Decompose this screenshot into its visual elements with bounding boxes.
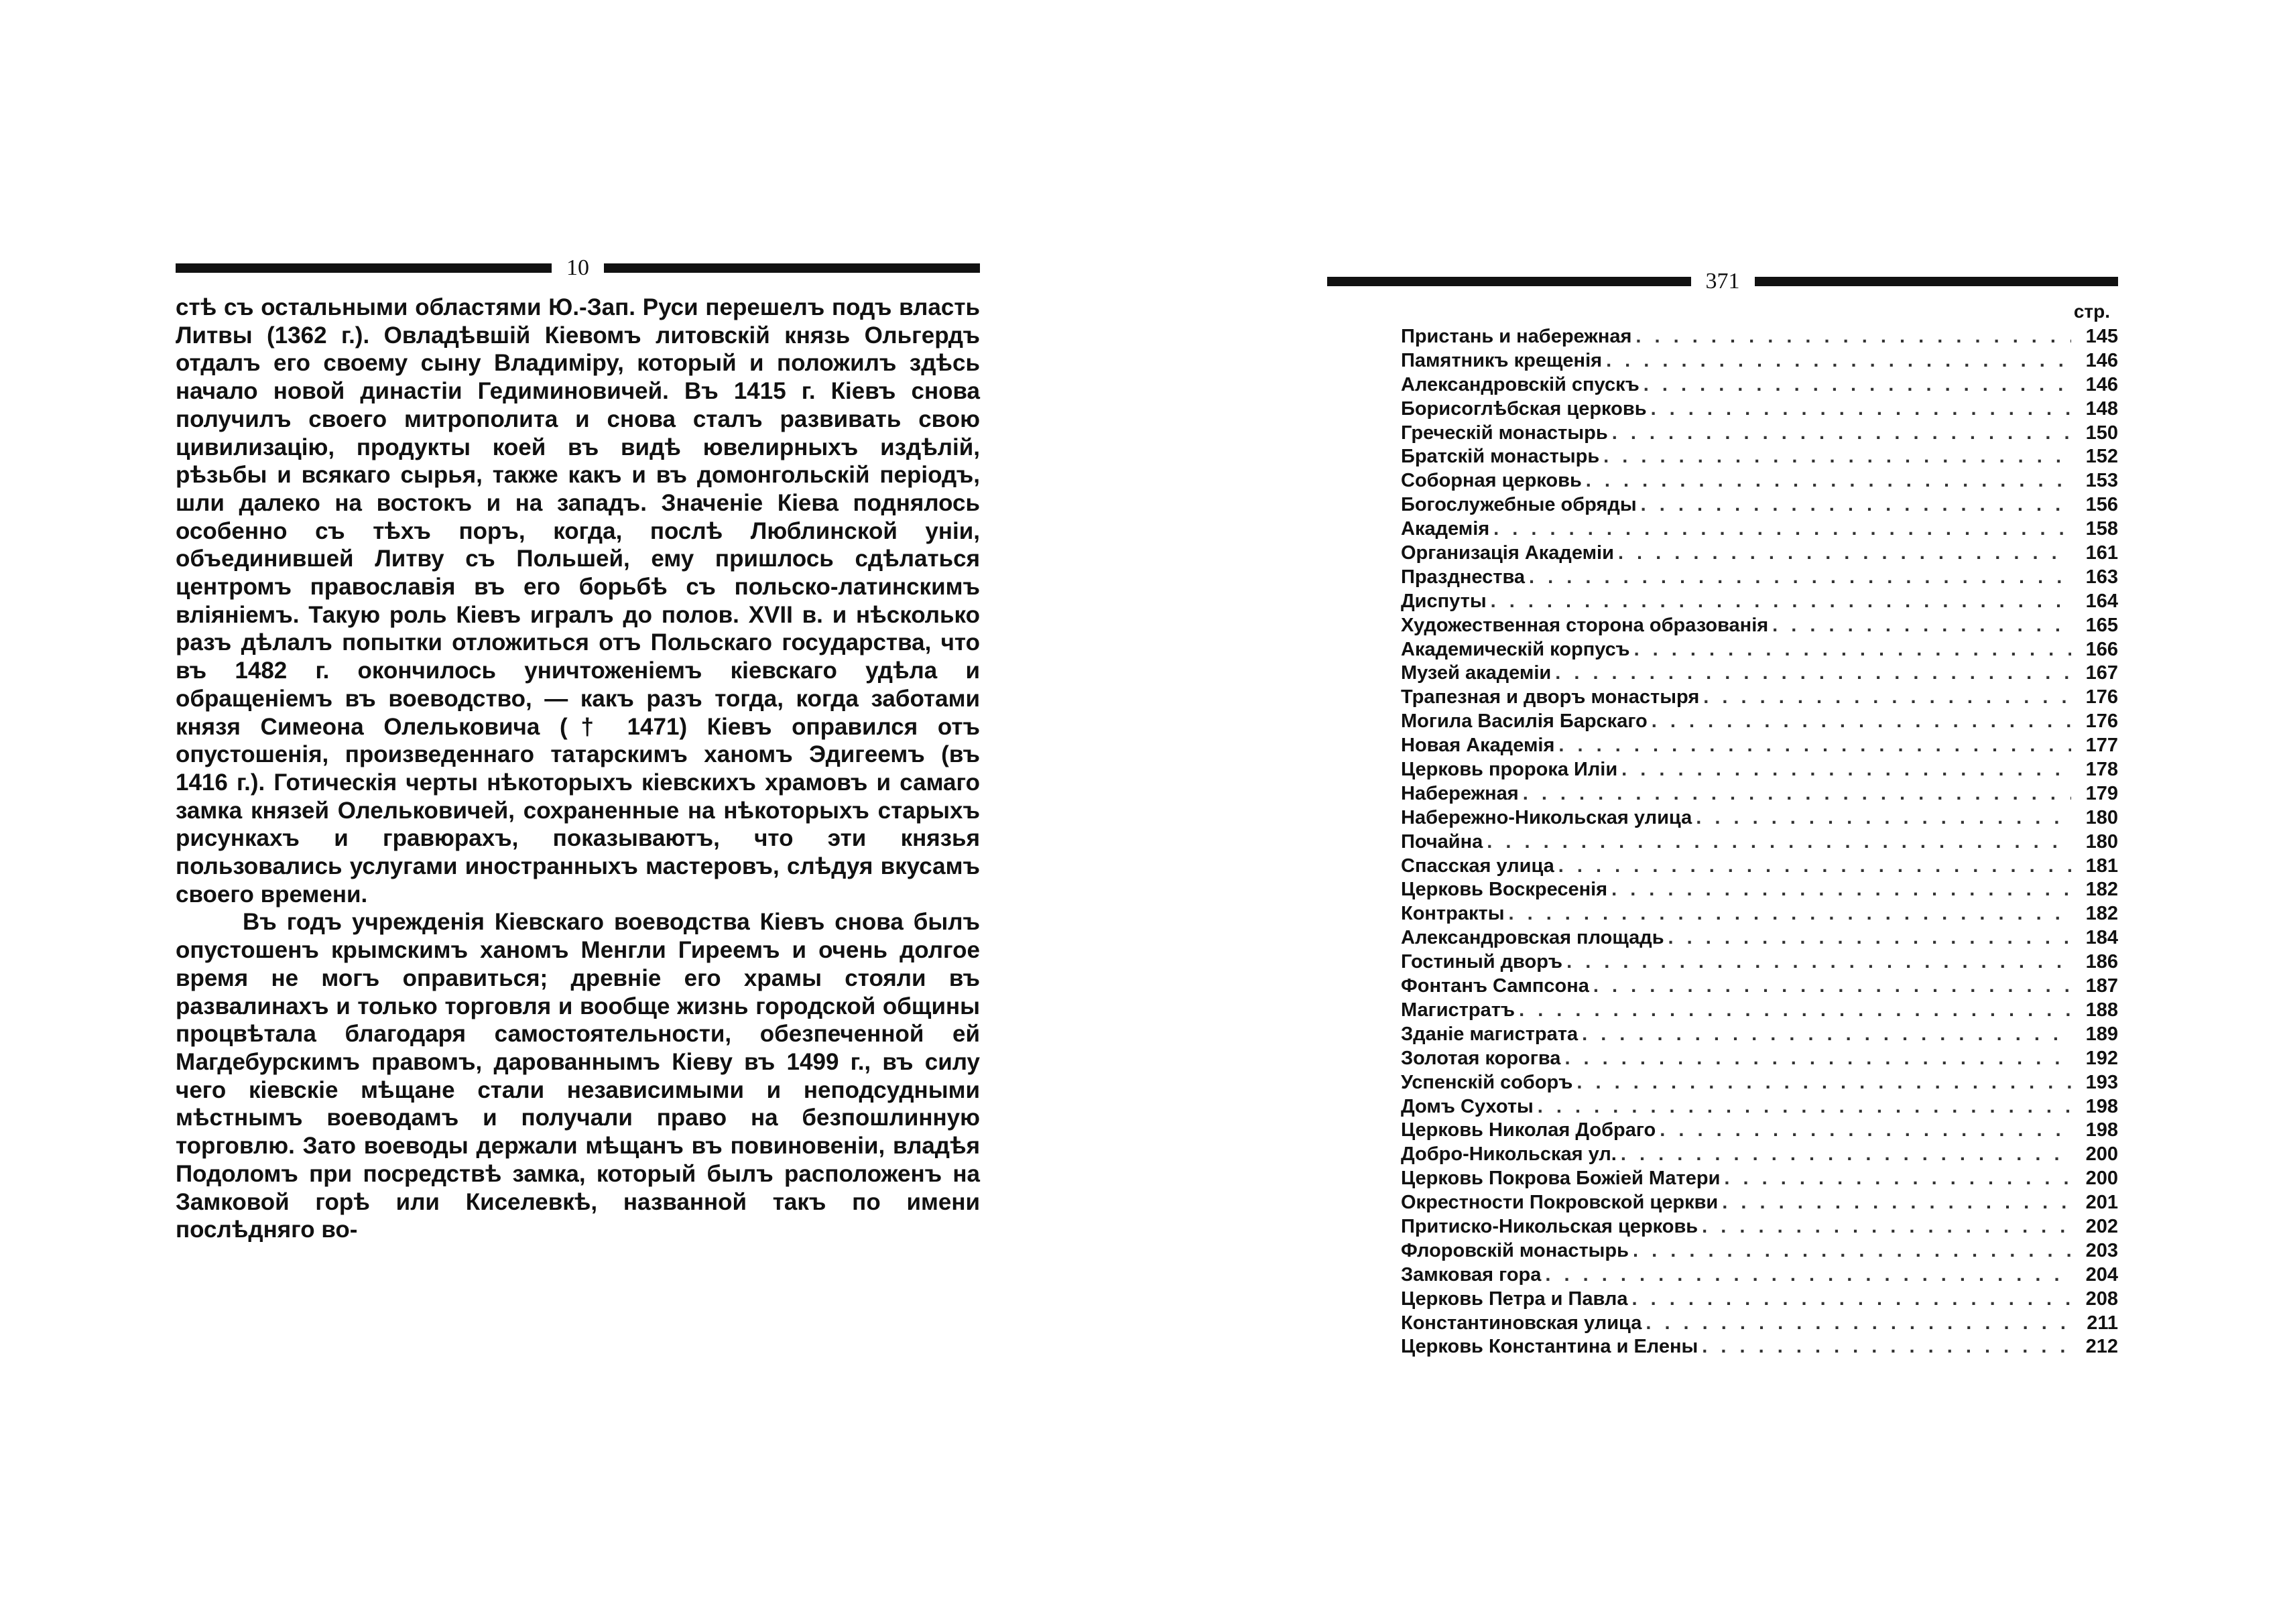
toc-entry-title: Гостиный дворъ <box>1401 951 1563 973</box>
toc-dot-leader <box>1493 517 2071 542</box>
toc-entry-title: Магистратъ <box>1401 999 1515 1021</box>
toc-entry-page: 166 <box>2085 638 2118 660</box>
toc-entry <box>1401 542 2118 566</box>
table-of-contents <box>1327 325 2118 1359</box>
toc-entry-title: Контракты <box>1401 903 1505 925</box>
toc-entry-page: 181 <box>2085 855 2118 877</box>
toc-dot-leader <box>1646 1312 2071 1336</box>
toc-entry-page: 146 <box>2085 349 2118 371</box>
left-head-rule-left <box>176 263 552 273</box>
toc-entry-page: 179 <box>2085 782 2118 804</box>
toc-dot-leader <box>1772 614 2071 638</box>
toc-dot-leader <box>1651 397 2071 422</box>
toc-entry-title: Академія <box>1401 518 1490 540</box>
paragraph-2: Въ годъ учрежденія Кіевскаго воеводства Кіевъ снова былъ опустошенъ крымскимъ ханомъ Менгли Гиреемъ и очень долгое время не могъ оправиться; древніе его храмы стояли въ развалинахъ и только торговля и вообще жизнь городской общины процвѣтала благодаря самостоятельности, обезпеченной ей Магдебурскимъ правомъ, дарованнымъ Кіеву въ 1499 г., въ силу чего кіевскіе мѣщане стали независимыми и неподсудными мѣстнымъ воеводамъ и получали право на безпошлинную торговлю. Зато воеводы держали мѣщанъ въ повиновеніи, владѣя Подоломъ при посредствѣ замка, который былъ расположенъ на Замковой горѣ или Киселевкѣ, названной такъ по имени послѣдняго во- <box>176 909 980 1243</box>
right-head-rule-right <box>1755 277 2119 286</box>
toc-entry-page: 180 <box>2085 830 2118 853</box>
right-head-rule-left <box>1327 277 1691 286</box>
toc-entry <box>1401 662 2118 686</box>
toc-entry <box>1401 710 2118 734</box>
toc-dot-leader <box>1633 1239 2071 1263</box>
toc-entry-title: Богослужебные обряды <box>1401 494 1637 516</box>
toc-entry-title: Памятникъ крещенія <box>1401 349 1603 371</box>
toc-entry-page: 200 <box>2085 1143 2118 1166</box>
left-page-number: 10 <box>566 255 589 280</box>
toc-entry-page: 198 <box>2085 1095 2118 1117</box>
toc-dot-leader <box>1668 926 2071 950</box>
toc-entry-page: 211 <box>2087 1312 2118 1334</box>
toc-entry <box>1401 1143 2118 1167</box>
toc-entry-page: 180 <box>2085 806 2118 828</box>
toc-entry-title: Соборная церковь <box>1401 470 1582 492</box>
toc-entry-title: Фонтанъ Сампсона <box>1401 975 1589 997</box>
toc-entry <box>1401 590 2118 614</box>
toc-dot-leader <box>1586 469 2071 493</box>
toc-dot-leader <box>1558 855 2071 879</box>
toc-entry-title: Александровскій спускъ <box>1401 373 1640 395</box>
toc-entry <box>1401 493 2118 517</box>
left-head-rule-right <box>604 263 980 273</box>
toc-entry <box>1401 902 2118 926</box>
toc-entry <box>1401 734 2118 758</box>
toc-entry <box>1401 1047 2118 1071</box>
toc-dot-leader <box>1696 806 2071 830</box>
toc-entry-page: 192 <box>2085 1047 2118 1069</box>
toc-entry-title: Замковая гора <box>1401 1263 1542 1286</box>
toc-entry <box>1401 566 2118 590</box>
toc-entry-title: Домъ Сухоты <box>1401 1095 1534 1117</box>
toc-entry-page: 153 <box>2085 470 2118 492</box>
toc-dot-leader <box>1644 373 2071 397</box>
toc-entry-page: 184 <box>2085 927 2118 949</box>
toc-dot-leader <box>1618 542 2071 566</box>
toc-entry-page: 182 <box>2085 879 2118 901</box>
toc-dot-leader <box>1576 1071 2071 1095</box>
toc-dot-leader <box>1634 638 2071 662</box>
toc-entry <box>1401 1191 2118 1215</box>
left-page <box>176 248 980 1244</box>
toc-entry-page: 203 <box>2085 1239 2118 1261</box>
toc-dot-leader <box>1611 878 2071 902</box>
toc-entry <box>1401 1335 2118 1359</box>
toc-entry-title: Академическій корпусъ <box>1401 638 1630 660</box>
toc-entry-title: Музей академіи <box>1401 662 1552 684</box>
toc-entry <box>1401 1312 2118 1336</box>
toc-dot-leader <box>1724 1167 2071 1191</box>
toc-entry-page: 176 <box>2085 686 2118 708</box>
toc-page-column-header: стр. <box>2073 301 2110 322</box>
toc-dot-leader <box>1621 1143 2071 1167</box>
toc-entry <box>1401 999 2118 1023</box>
toc-entry <box>1401 517 2118 542</box>
toc-entry-title: Золотая корогва <box>1401 1047 1561 1069</box>
toc-entry-title: Успенскій соборъ <box>1401 1071 1573 1093</box>
toc-entry <box>1401 1215 2118 1239</box>
toc-entry-title: Празднества <box>1401 566 1526 588</box>
toc-entry <box>1401 1263 2118 1288</box>
toc-dot-leader <box>1621 758 2071 782</box>
toc-entry-page: 164 <box>2085 590 2118 612</box>
toc-entry <box>1401 614 2118 638</box>
toc-dot-leader <box>1545 1263 2071 1288</box>
toc-dot-leader <box>1538 1095 2071 1119</box>
toc-entry-page: 178 <box>2085 759 2118 781</box>
toc-entry-title: Набережно-Никольская улица <box>1401 806 1692 828</box>
toc-entry <box>1401 878 2118 902</box>
toc-entry <box>1401 830 2118 855</box>
toc-entry-title: Притиско-Никольская церковь <box>1401 1215 1698 1237</box>
toc-entry-page: 200 <box>2085 1168 2118 1190</box>
toc-dot-leader <box>1702 1215 2071 1239</box>
toc-entry-page: 176 <box>2085 710 2118 733</box>
toc-entry <box>1401 349 2118 373</box>
toc-entry <box>1401 1023 2118 1047</box>
toc-entry-page: 177 <box>2085 735 2118 757</box>
toc-dot-leader <box>1508 902 2071 926</box>
toc-entry-page: 201 <box>2085 1192 2118 1214</box>
toc-dot-leader <box>1635 325 2071 349</box>
toc-entry <box>1401 638 2118 662</box>
left-body-text <box>176 294 980 1244</box>
toc-entry <box>1401 855 2118 879</box>
toc-entry-page: 188 <box>2085 999 2118 1021</box>
toc-entry-title: Зданіе магистрата <box>1401 1023 1579 1045</box>
toc-entry-title: Церковь Петра и Павла <box>1401 1288 1628 1310</box>
toc-dot-leader <box>1722 1191 2071 1215</box>
toc-dot-leader <box>1566 950 2071 975</box>
toc-entry-title: Борисоглѣбская церковь <box>1401 397 1647 420</box>
toc-dot-leader <box>1487 830 2071 855</box>
toc-entry <box>1401 469 2118 493</box>
toc-entry <box>1401 373 2118 397</box>
toc-entry <box>1401 1239 2118 1263</box>
paragraph-1: стѣ съ остальными областями Ю.-Зап. Руси перешелъ подъ власть Литвы (1362 г.). Овладѣвшій Кіевомъ литовскій князь Ольгердъ отдалъ его своему сыну Владиміру, который и положилъ здѣсь начало новой династіи Гедиминовичей. Въ 1415 г. Кіевъ снова получилъ своего митрополита и снова сталъ развивать свою цивилизацію, продукты коей въ видѣ ювелирныхъ издѣлій, рѣзьбы и всякаго сырья, также какъ и въ домонгольскій періодъ, шли далеко на востокъ и на западъ. Значеніе Кіева поднялось особенно съ тѣхъ поръ, когда, послѣ Люблинской уніи, объединившей Литву съ Польшей, ему пришлось сдѣлаться центромъ православія въ его борьбѣ съ польско-латинскимъ вліяніемъ. Такую роль Кіевъ игралъ до полов. XVII в. и нѣсколько разъ дѣлалъ попытки отложиться отъ Польскаго государства, что въ 1482 г. окончилось уничтоженіемъ кіевскаго удѣла и обращеніемъ въ воеводство, — какъ разъ тогда, когда заботами князя Симеона Олельковича († 1471) Кіевъ оправился отъ опустошенія, произведеннаго татарскимъ ханомъ Эдигеемъ (въ 1416 г.). Готическія черты нѣкоторыхъ кіевскихъ храмовъ и самаго замка князей Олельковичей, сохраненные на нѣкоторыхъ старыхъ рисункахъ и гравюрахъ, показываютъ, что эти князья пользовались услугами иностранныхъ мастеровъ, слѣдуя вкусамъ своего времени. <box>176 294 980 908</box>
toc-dot-leader <box>1582 1023 2071 1047</box>
toc-entry-page: 187 <box>2085 975 2118 997</box>
toc-dot-leader <box>1652 710 2071 734</box>
toc-entry <box>1401 782 2118 806</box>
toc-entry-page: 163 <box>2085 566 2118 588</box>
toc-dot-leader <box>1606 349 2071 373</box>
toc-dot-leader <box>1593 975 2071 999</box>
toc-entry-page: 145 <box>2085 326 2118 347</box>
toc-dot-leader <box>1641 493 2071 517</box>
toc-entry-page: 165 <box>2085 614 2118 636</box>
toc-entry-title: Окрестности Покровской церкви <box>1401 1192 1719 1214</box>
right-running-head <box>1327 265 2118 298</box>
toc-dot-leader <box>1603 445 2071 469</box>
toc-entry <box>1401 445 2118 469</box>
toc-entry <box>1401 926 2118 950</box>
toc-entry-title: Новая Академія <box>1401 735 1555 757</box>
toc-entry-title: Трапезная и дворъ монастыря <box>1401 686 1700 708</box>
toc-dot-leader <box>1564 1047 2071 1071</box>
toc-entry <box>1401 806 2118 830</box>
toc-entry-page: 182 <box>2085 903 2118 925</box>
toc-dot-leader <box>1519 999 2071 1023</box>
toc-dot-leader <box>1660 1119 2071 1143</box>
toc-entry <box>1401 1071 2118 1095</box>
toc-dot-leader <box>1491 590 2071 614</box>
toc-entry-title: Набережная <box>1401 782 1519 804</box>
toc-entry-page: 208 <box>2085 1288 2118 1310</box>
toc-entry-title: Флоровскій монастырь <box>1401 1239 1629 1261</box>
toc-entry-title: Братскій монастырь <box>1401 446 1600 468</box>
toc-entry <box>1401 1167 2118 1191</box>
toc-entry-page: 150 <box>2085 422 2118 444</box>
toc-dot-leader <box>1523 782 2071 806</box>
toc-entry <box>1401 950 2118 975</box>
toc-entry <box>1401 422 2118 446</box>
toc-dot-leader <box>1631 1288 2071 1312</box>
toc-entry-title: Церковь Константина и Елены <box>1401 1336 1698 1358</box>
toc-entry-title: Церковь Воскресенія <box>1401 879 1608 901</box>
toc-entry-page: 212 <box>2085 1336 2118 1358</box>
toc-entry-title: Церковь Покрова Божіей Матери <box>1401 1168 1721 1190</box>
toc-entry-page: 204 <box>2085 1263 2118 1286</box>
toc-entry-title: Художественная сторона образованія <box>1401 614 1769 636</box>
left-running-head <box>176 248 980 288</box>
toc-entry-page: 156 <box>2085 494 2118 516</box>
toc-entry-title: Константиновская улица <box>1401 1312 1642 1334</box>
toc-entry-title: Диспуты <box>1401 590 1487 612</box>
toc-entry-title: Почайна <box>1401 830 1483 853</box>
toc-entry-page: 148 <box>2085 397 2118 420</box>
toc-entry-page: 189 <box>2085 1023 2118 1045</box>
toc-dot-leader <box>1702 1335 2071 1359</box>
toc-dot-leader <box>1558 734 2071 758</box>
toc-entry-title: Александровская площадь <box>1401 927 1664 949</box>
toc-entry-title: Добро-Никольская ул. <box>1401 1143 1617 1166</box>
toc-entry-page: 198 <box>2085 1119 2118 1141</box>
toc-entry <box>1401 325 2118 349</box>
toc-entry <box>1401 1095 2118 1119</box>
toc-entry-page: 186 <box>2085 951 2118 973</box>
toc-dot-leader <box>1703 686 2071 710</box>
toc-entry <box>1401 975 2118 999</box>
toc-entry-page: 167 <box>2085 662 2118 684</box>
toc-entry-page: 146 <box>2085 373 2118 395</box>
toc-entry <box>1401 686 2118 710</box>
toc-entry-title: Греческій монастырь <box>1401 422 1608 444</box>
toc-entry-page: 158 <box>2085 518 2118 540</box>
toc-dot-leader <box>1612 422 2071 446</box>
toc-dot-leader <box>1555 662 2071 686</box>
toc-entry-page: 193 <box>2085 1071 2118 1093</box>
toc-entry-title: Спасская улица <box>1401 855 1554 877</box>
toc-entry-page: 152 <box>2085 446 2118 468</box>
toc-entry-title: Организація Академіи <box>1401 542 1614 564</box>
toc-entry-title: Церковь пророка Иліи <box>1401 759 1618 781</box>
toc-entry-title: Могила Василія Барскаго <box>1401 710 1648 733</box>
toc-entry-page: 161 <box>2085 542 2118 564</box>
right-page-number: 371 <box>1705 269 1740 294</box>
toc-entry-title: Церковь Николая Добраго <box>1401 1119 1656 1141</box>
toc-entry <box>1401 758 2118 782</box>
toc-dot-leader <box>1529 566 2071 590</box>
right-page <box>1327 265 2118 1359</box>
toc-entry-title: Пристань и набережная <box>1401 326 1632 347</box>
toc-entry-page: 202 <box>2085 1215 2118 1237</box>
toc-entry <box>1401 397 2118 422</box>
toc-entry <box>1401 1288 2118 1312</box>
toc-entry <box>1401 1119 2118 1143</box>
